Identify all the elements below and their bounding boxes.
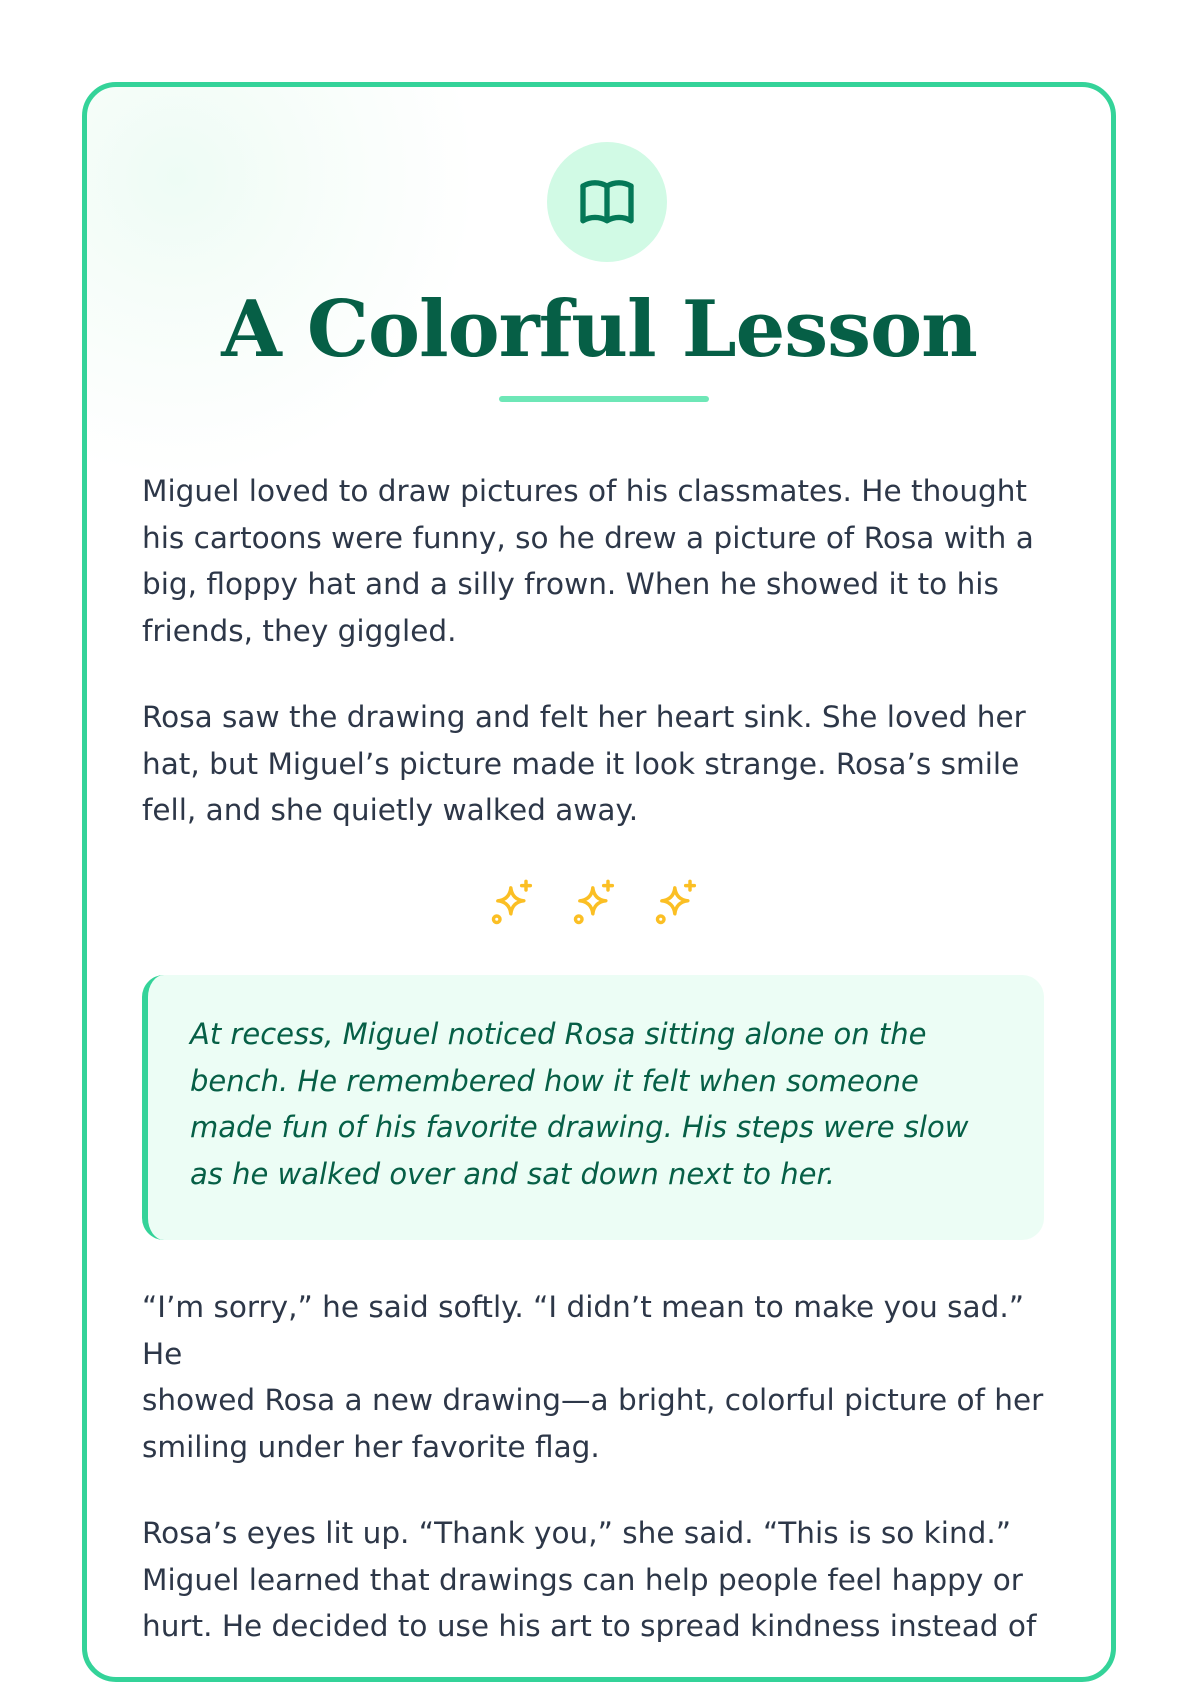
- story-card: [82, 82, 1116, 1682]
- open-book-icon: [575, 170, 639, 234]
- story-paragraph: Rosa’s eyes lit up. “Thank you,” she said. “This is so kind.” Miguel learned that drawings can help people feel happy or hurt. He decided to use his art to spread kindness instead of: [142, 1516, 1037, 1643]
- highlight-quote: [142, 975, 1044, 1240]
- story-paragraph: “I’m sorry,” he said softly. “I didn’t mean to make you sad.” He showed Rosa a new drawing—a bright, colorful picture of her smiling under her favorite flag.: [142, 1290, 1044, 1464]
- book-icon-badge: [547, 142, 667, 262]
- quote-text: At recess, Miguel noticed Rosa sitting alone on the bench. He remembered how it felt when someone made fun of his favorite drawing. His steps were slow as he walked over and sat down next to her.: [190, 1017, 969, 1191]
- sparkles-icon: [651, 877, 703, 929]
- title-underline: [499, 396, 709, 402]
- sparkles-icon: [487, 877, 539, 929]
- sparkles-divider: [487, 877, 727, 937]
- story-title: A Colorful Lesson: [221, 284, 977, 375]
- story-paragraph: Rosa saw the drawing and felt her heart sink. She loved her hat, but Miguel’s picture made it look strange. Rosa’s smile fell, and she quietly walked away.: [142, 700, 1026, 827]
- sparkles-icon: [569, 877, 621, 929]
- story-paragraph: Miguel loved to draw pictures of his classmates. He thought his cartoons were funny, so he drew a picture of Rosa with a big, floppy hat and a silly frown. When he showed it to his friends, they giggled.: [142, 474, 1034, 648]
